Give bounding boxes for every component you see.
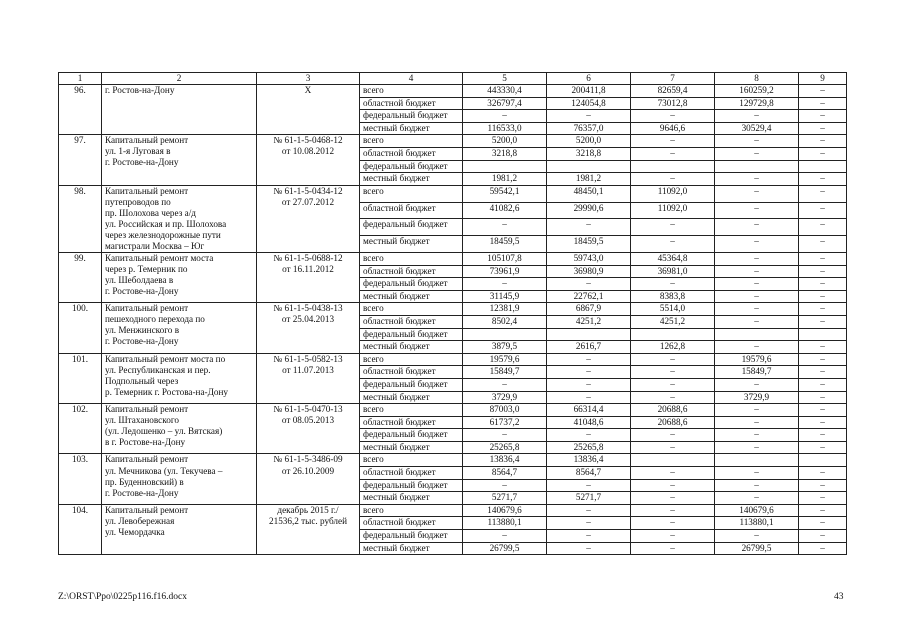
amount-cell: –: [715, 303, 799, 316]
amount-cell: 11092,0: [631, 185, 715, 202]
amount-cell: –: [799, 504, 847, 517]
object-name: Капитальный ремонт моста по ул. Республиканская и пер. Подпольный через р. Темерник г. Ростова-на-Дону: [102, 353, 257, 403]
amount-cell: 1981,2: [463, 173, 547, 186]
amount-cell: –: [631, 504, 715, 517]
amount-cell: –: [547, 542, 631, 555]
funding-source: местный бюджет: [360, 122, 463, 135]
funding-source: федеральный бюджет: [360, 160, 463, 173]
amount-cell: [631, 328, 715, 341]
amount-cell: 19579,6: [715, 353, 799, 366]
object-name: Капитальный ремонт моста через р. Темерник по ул. Шеболдаева в г. Ростове-на-Дону: [102, 252, 257, 302]
amount-cell: –: [799, 353, 847, 366]
amount-cell: 8564,7: [547, 467, 631, 480]
amount-cell: 36981,0: [631, 265, 715, 278]
amount-cell: [463, 160, 547, 173]
amount-cell: 87003,0: [463, 404, 547, 417]
object-name: г. Ростов-на-Дону: [102, 85, 257, 135]
amount-cell: –: [547, 378, 631, 391]
amount-cell: –: [715, 148, 799, 161]
amount-cell: –: [799, 492, 847, 505]
table-row: [59, 353, 847, 366]
amount-cell: 82659,4: [631, 85, 715, 98]
amount-cell: 140679,6: [715, 504, 799, 517]
funding-source: всего: [360, 85, 463, 98]
amount-cell: –: [799, 441, 847, 454]
amount-cell: 12381,9: [463, 303, 547, 316]
amount-cell: –: [631, 378, 715, 391]
funding-source: местный бюджет: [360, 441, 463, 454]
amount-cell: –: [631, 441, 715, 454]
column-header: 5: [463, 73, 547, 85]
document-ref: № 61-1-5-0582-13 от 11.07.2013: [257, 353, 360, 403]
amount-cell: –: [631, 110, 715, 123]
funding-source: местный бюджет: [360, 173, 463, 186]
table-row: [59, 252, 847, 265]
table-row: [59, 135, 847, 148]
table-row: [59, 303, 847, 316]
amount-cell: –: [547, 278, 631, 291]
table-row: [59, 85, 847, 98]
funding-source: всего: [360, 252, 463, 265]
amount-cell: –: [715, 173, 799, 186]
column-header: 9: [799, 73, 847, 85]
table-row: [59, 404, 847, 417]
amount-cell: –: [631, 492, 715, 505]
amount-cell: –: [799, 265, 847, 278]
amount-cell: 30529,4: [715, 122, 799, 135]
file-path: Z:\ORST\Ppo\0225p116.f16.docx: [58, 592, 187, 602]
object-name: Капитальный ремонт ул. Штахановского (ул. Ледошенко – ул. Вятская) в г. Ростове-на-Дону: [102, 404, 257, 454]
amount-cell: –: [547, 517, 631, 530]
amount-cell: –: [715, 236, 799, 253]
amount-cell: 5200,0: [463, 135, 547, 148]
column-header: 8: [715, 73, 799, 85]
amount-cell: 25265,8: [547, 441, 631, 454]
amount-cell: –: [463, 429, 547, 442]
amount-cell: –: [463, 110, 547, 123]
amount-cell: –: [547, 391, 631, 404]
amount-cell: 8502,4: [463, 315, 547, 328]
amount-cell: –: [631, 148, 715, 161]
amount-cell: [799, 328, 847, 341]
amount-cell: –: [715, 441, 799, 454]
column-header: 6: [547, 73, 631, 85]
amount-cell: [547, 328, 631, 341]
amount-cell: –: [799, 341, 847, 354]
funding-source: всего: [360, 504, 463, 517]
amount-cell: 3729,9: [715, 391, 799, 404]
amount-cell: 31145,9: [463, 290, 547, 303]
amount-cell: –: [715, 265, 799, 278]
amount-cell: [463, 328, 547, 341]
amount-cell: 3729,9: [463, 391, 547, 404]
amount-cell: 20688,6: [631, 416, 715, 429]
amount-cell: –: [799, 416, 847, 429]
document-ref: № 61-1-5-0434-12 от 27.07.2012: [257, 185, 360, 252]
amount-cell: –: [547, 366, 631, 379]
amount-cell: 326797,4: [463, 97, 547, 110]
table-row: [59, 504, 847, 517]
amount-cell: –: [799, 429, 847, 442]
amount-cell: 160259,2: [715, 85, 799, 98]
amount-cell: [631, 454, 715, 467]
amount-cell: –: [799, 278, 847, 291]
amount-cell: 8383,8: [631, 290, 715, 303]
funding-source: местный бюджет: [360, 542, 463, 555]
amount-cell: –: [547, 479, 631, 492]
amount-cell: 15849,7: [715, 366, 799, 379]
amount-cell: –: [715, 416, 799, 429]
amount-cell: –: [799, 202, 847, 219]
amount-cell: –: [631, 366, 715, 379]
amount-cell: –: [715, 290, 799, 303]
amount-cell: –: [631, 467, 715, 480]
amount-cell: –: [799, 467, 847, 480]
amount-cell: [547, 160, 631, 173]
amount-cell: 5271,7: [463, 492, 547, 505]
amount-cell: –: [715, 110, 799, 123]
amount-cell: 140679,6: [463, 504, 547, 517]
document-ref: № 61-1-5-0438-13 от 25.04.2013: [257, 303, 360, 353]
amount-cell: –: [463, 530, 547, 543]
header-row: [59, 73, 847, 85]
amount-cell: 26799,5: [715, 542, 799, 555]
document-ref: № 61-1-5-3486-09 от 26.10.2009: [257, 454, 360, 504]
amount-cell: –: [799, 542, 847, 555]
amount-cell: 6867,9: [547, 303, 631, 316]
row-number: 97.: [59, 135, 102, 185]
row-number: 100.: [59, 303, 102, 353]
amount-cell: –: [799, 366, 847, 379]
amount-cell: –: [631, 353, 715, 366]
funding-source: областной бюджет: [360, 202, 463, 219]
amount-cell: 200411,8: [547, 85, 631, 98]
funding-source: областной бюджет: [360, 315, 463, 328]
amount-cell: –: [715, 135, 799, 148]
row-number: 96.: [59, 85, 102, 135]
amount-cell: –: [715, 341, 799, 354]
amount-cell: 15849,7: [463, 366, 547, 379]
amount-cell: 66314,4: [547, 404, 631, 417]
amount-cell: [715, 160, 799, 173]
amount-cell: 4251,2: [631, 315, 715, 328]
row-number: 99.: [59, 252, 102, 302]
funding-source: всего: [360, 185, 463, 202]
amount-cell: 25265,8: [463, 441, 547, 454]
amount-cell: –: [799, 530, 847, 543]
row-number: 103.: [59, 454, 102, 504]
amount-cell: [715, 454, 799, 467]
amount-cell: 48450,1: [547, 185, 631, 202]
amount-cell: 4251,2: [547, 315, 631, 328]
amount-cell: –: [631, 173, 715, 186]
funding-source: областной бюджет: [360, 265, 463, 278]
amount-cell: –: [631, 278, 715, 291]
amount-cell: 41048,6: [547, 416, 631, 429]
amount-cell: –: [715, 467, 799, 480]
funding-source: областной бюджет: [360, 416, 463, 429]
amount-cell: –: [799, 479, 847, 492]
object-name: Капитальный ремонт ул. Мечникова (ул. Текучева – пр. Буденновский) в г. Ростове-на-Дону: [102, 454, 257, 504]
amount-cell: 73961,9: [463, 265, 547, 278]
funding-source: федеральный бюджет: [360, 479, 463, 492]
funding-source: местный бюджет: [360, 341, 463, 354]
amount-cell: –: [799, 315, 847, 328]
document-ref: декабрь 2015 г./ 21536,2 тыс. рублей: [257, 504, 360, 554]
amount-cell: –: [799, 185, 847, 202]
amount-cell: –: [799, 290, 847, 303]
amount-cell: –: [799, 252, 847, 265]
funding-source: областной бюджет: [360, 148, 463, 161]
amount-cell: –: [463, 278, 547, 291]
amount-cell: –: [799, 378, 847, 391]
amount-cell: –: [547, 504, 631, 517]
funding-source: местный бюджет: [360, 236, 463, 253]
amount-cell: –: [799, 85, 847, 98]
amount-cell: 113880,1: [463, 517, 547, 530]
amount-cell: 41082,6: [463, 202, 547, 219]
amount-cell: 76357,0: [547, 122, 631, 135]
amount-cell: 3218,8: [547, 148, 631, 161]
amount-cell: –: [631, 479, 715, 492]
funding-source: всего: [360, 303, 463, 316]
object-name: Капитальный ремонт пешеходного перехода по ул. Менжинского в г. Ростове-на-Дону: [102, 303, 257, 353]
amount-cell: –: [799, 303, 847, 316]
amount-cell: 5271,7: [547, 492, 631, 505]
amount-cell: 1262,8: [631, 341, 715, 354]
amount-cell: –: [715, 202, 799, 219]
funding-source: федеральный бюджет: [360, 429, 463, 442]
amount-cell: 105107,8: [463, 252, 547, 265]
document-ref: № 61-1-5-0688-12 от 16.11.2012: [257, 252, 360, 302]
amount-cell: –: [715, 278, 799, 291]
amount-cell: 73012,8: [631, 97, 715, 110]
amount-cell: –: [463, 479, 547, 492]
amount-cell: –: [799, 97, 847, 110]
funding-source: федеральный бюджет: [360, 110, 463, 123]
amount-cell: –: [631, 542, 715, 555]
amount-cell: 443330,4: [463, 85, 547, 98]
amount-cell: –: [799, 135, 847, 148]
table-row: [59, 454, 847, 467]
amount-cell: 1981,2: [547, 173, 631, 186]
amount-cell: 13836,4: [463, 454, 547, 467]
amount-cell: –: [715, 530, 799, 543]
amount-cell: 11092,0: [631, 202, 715, 219]
document-ref: № 61-1-5-0468-12 от 10.08.2012: [257, 135, 360, 185]
column-header: 2: [102, 73, 257, 85]
funding-source: всего: [360, 454, 463, 467]
page-number: 43: [834, 592, 844, 602]
funding-source: федеральный бюджет: [360, 530, 463, 543]
amount-cell: –: [799, 110, 847, 123]
amount-cell: [799, 160, 847, 173]
amount-cell: –: [631, 391, 715, 404]
row-number: 104.: [59, 504, 102, 554]
amount-cell: [631, 160, 715, 173]
amount-cell: –: [715, 479, 799, 492]
amount-cell: 2616,7: [547, 341, 631, 354]
object-name: Капитальный ремонт путепроводов по пр. Шолохова через а/д ул. Российская и пр. Шолохова через железнодорожные пути магистрали Москва – Юг: [102, 185, 257, 252]
amount-cell: 113880,1: [715, 517, 799, 530]
funding-source: федеральный бюджет: [360, 278, 463, 291]
amount-cell: –: [463, 219, 547, 236]
amount-cell: –: [547, 530, 631, 543]
amount-cell: –: [715, 492, 799, 505]
funding-source: областной бюджет: [360, 97, 463, 110]
row-number: 101.: [59, 353, 102, 403]
amount-cell: –: [463, 378, 547, 391]
amount-cell: 59743,0: [547, 252, 631, 265]
object-name: Капитальный ремонт ул. 1-я Луговая в г. Ростове-на-Дону: [102, 135, 257, 185]
row-number: 102.: [59, 404, 102, 454]
amount-cell: 5200,0: [547, 135, 631, 148]
amount-cell: 20688,6: [631, 404, 715, 417]
amount-cell: 61737,2: [463, 416, 547, 429]
amount-cell: –: [631, 135, 715, 148]
amount-cell: –: [715, 315, 799, 328]
amount-cell: –: [715, 404, 799, 417]
amount-cell: 45364,8: [631, 252, 715, 265]
amount-cell: 3879,5: [463, 341, 547, 354]
amount-cell: –: [715, 429, 799, 442]
amount-cell: –: [547, 429, 631, 442]
amount-cell: –: [799, 391, 847, 404]
amount-cell: –: [547, 353, 631, 366]
amount-cell: 36980,9: [547, 265, 631, 278]
funding-source: федеральный бюджет: [360, 219, 463, 236]
amount-cell: [715, 328, 799, 341]
column-header: 7: [631, 73, 715, 85]
amount-cell: –: [631, 236, 715, 253]
amount-cell: –: [631, 429, 715, 442]
amount-cell: 129729,8: [715, 97, 799, 110]
amount-cell: 13836,4: [547, 454, 631, 467]
funding-source: федеральный бюджет: [360, 378, 463, 391]
funding-source: всего: [360, 404, 463, 417]
object-name: Капитальный ремонт ул. Левобережная ул. Чемордачка: [102, 504, 257, 554]
amount-cell: –: [631, 530, 715, 543]
amount-cell: –: [799, 219, 847, 236]
amount-cell: –: [715, 185, 799, 202]
table-body: [59, 73, 847, 555]
funding-source: местный бюджет: [360, 290, 463, 303]
amount-cell: 18459,5: [547, 236, 631, 253]
funding-source: областной бюджет: [360, 517, 463, 530]
amount-cell: 19579,6: [463, 353, 547, 366]
funding-source: местный бюджет: [360, 492, 463, 505]
amount-cell: –: [631, 517, 715, 530]
amount-cell: 124054,8: [547, 97, 631, 110]
amount-cell: 59542,1: [463, 185, 547, 202]
amount-cell: –: [799, 148, 847, 161]
amount-cell: 26799,5: [463, 542, 547, 555]
amount-cell: 116533,0: [463, 122, 547, 135]
funding-source: местный бюджет: [360, 391, 463, 404]
table-row: [59, 185, 847, 202]
amount-cell: [799, 454, 847, 467]
funding-source: всего: [360, 353, 463, 366]
document-ref: Х: [257, 85, 360, 135]
row-number: 98.: [59, 185, 102, 252]
amount-cell: 9646,6: [631, 122, 715, 135]
amount-cell: –: [715, 252, 799, 265]
amount-cell: –: [799, 517, 847, 530]
amount-cell: 29990,6: [547, 202, 631, 219]
funding-source: областной бюджет: [360, 366, 463, 379]
amount-cell: –: [799, 122, 847, 135]
amount-cell: 3218,8: [463, 148, 547, 161]
amount-cell: –: [547, 110, 631, 123]
budget-table: [58, 72, 847, 555]
amount-cell: –: [799, 404, 847, 417]
amount-cell: 8564,7: [463, 467, 547, 480]
column-header: 4: [360, 73, 463, 85]
amount-cell: 5514,0: [631, 303, 715, 316]
funding-source: федеральный бюджет: [360, 328, 463, 341]
document-ref: № 61-1-5-0470-13 от 08.05.2013: [257, 404, 360, 454]
amount-cell: –: [799, 236, 847, 253]
amount-cell: 22762,1: [547, 290, 631, 303]
column-header: 3: [257, 73, 360, 85]
amount-cell: –: [547, 219, 631, 236]
column-header: 1: [59, 73, 102, 85]
amount-cell: –: [715, 378, 799, 391]
amount-cell: –: [631, 219, 715, 236]
funding-source: областной бюджет: [360, 467, 463, 480]
amount-cell: 18459,5: [463, 236, 547, 253]
amount-cell: –: [715, 219, 799, 236]
amount-cell: –: [799, 173, 847, 186]
funding-source: всего: [360, 135, 463, 148]
